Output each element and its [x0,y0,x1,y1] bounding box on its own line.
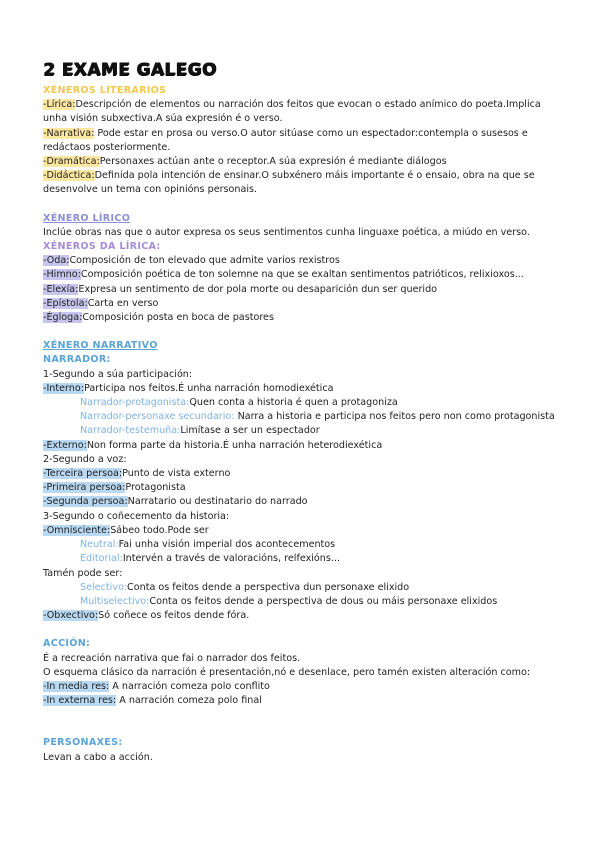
narrative-subitem [43,410,563,424]
narrative-item [43,481,563,495]
narrative-subitem [43,581,563,595]
narrative-item [43,382,563,396]
lyric-item [43,268,563,282]
definition-text: Composición poética de ton solemne na que se exaltan sentimentos patrióticos, relixioxos... [80,269,524,281]
term-label: -Himno: [43,269,81,281]
lyric-item [43,254,563,268]
term-label: Neutral: [80,539,119,551]
term-label: -Externo: [43,439,87,451]
narrative-item [43,467,563,481]
definition-text: Narratario ou destinatario do narrado [127,496,308,508]
term-label: Selectivo: [80,581,128,593]
action-line: O esquema clásico da narración é presentación,nó e desenlace, pero tamén existen alteración como: [43,666,531,678]
definition-text: Sábeo todo.Pode ser [110,524,209,536]
term-label: -Terceira persoa: [43,468,123,480]
narrator-heading: NARRADOR: [43,354,111,366]
literary-item [43,127,563,155]
action-item [43,694,563,708]
definition-text: Personaxes actúan ante o receptor.A súa expresión é mediante diálogos [99,156,447,168]
narrative-subitem [43,595,563,609]
term-label: Narrador-personaxe secundario: [80,411,235,423]
definition-text: Composición posta en boca de pastores [82,312,274,324]
participation-line: 1-Segundo a súa participación: [43,368,193,380]
narrative-subitem [43,396,563,410]
term-label: -Epístola: [43,297,88,309]
definition-text: Composición de ton elevado que admite varios rexistros [69,255,340,267]
term-label: -In media res: [43,680,110,692]
narrative-item [43,495,563,509]
lyric-item [43,283,563,297]
term-label: Narrador-testemuña: [80,425,181,437]
action-line: É a recreación narrativa que fai o narrador dos feitos. [43,652,301,664]
term-label: -Primeira persoa: [43,482,126,494]
definition-text: Non forma parte da historia.É unha narración heterodiexética [86,439,383,451]
narrative-item [43,524,563,538]
narrative-item [43,439,563,453]
definition-text: Descripción de elementos ou narración dos feitos que evocan o estado anímico do poeta.Implica unha visión subxectiva.A súa expresión é o verso. [43,99,541,125]
term-label: Narrador-protagonista: [80,397,190,409]
definition-text: Definida pola intención de ensinar.O subxénero máis importante é o ensaio, obra na que se desenvolve un tema con opinións personais. [43,170,535,196]
definition-text: Punto de vista externo [122,468,231,480]
characters-heading: PERSONAXES: [43,737,123,749]
term-label: -Segunda persoa: [43,496,128,508]
also-line: Tamén pode ser: [43,567,123,579]
characters-text: Levan a cabo a acción. [43,751,153,763]
definition-text: A narración comeza polo final [116,695,262,707]
literary-heading: XÉNEROS LITERARIOS [43,85,167,96]
action-heading: ACCIÓN: [43,638,91,650]
definition-text: Intervén a través de valoracións, relfexións... [122,553,341,565]
definition-text: Expresa un sentimento de dor pola morte ou desaparición dun ser querido [78,283,438,295]
lyric-item [43,311,563,325]
term-label: -Oda: [43,255,70,267]
knowledge-line: 3-Segundo o coñecemento da historia: [43,510,230,522]
narrative-subitem [43,538,563,552]
term-label: -In externa res: [43,695,117,707]
term-label: -Elexía: [43,283,79,295]
term-label: -Interno: [43,382,84,394]
definition-text: Quen conta a historia é quen a protagoniza [189,397,398,409]
term-label: -Narrativa: [43,127,95,139]
definition-text: Narra a historia e participa nos feitos pero non como protagonista [234,411,555,423]
term-label: -Lírica: [43,99,76,111]
definition-text: A narración comeza polo conflito [109,680,270,692]
document-content [43,59,563,765]
definition-text: Conta os feitos dende a perspectiva de dous ou máis personaxe elixidos [149,595,498,607]
literary-item [43,155,563,169]
literary-item [43,169,563,197]
definition-text: Carta en verso [87,297,159,309]
page-title: 2 EXAME GALEGO [43,60,217,80]
literary-item [43,98,563,126]
voice-line: 2-Segundo a voz: [43,453,127,465]
definition-text: Só coñece os feitos dende fóra. [98,610,250,622]
term-label: -Égloga: [43,312,83,324]
lyric-heading: XÉNERO LÍRICO [43,212,131,224]
term-label: -Didáctica: [43,170,95,182]
narrative-subitem [43,552,563,566]
definition-text: Fai unha visión imperial dos acontecementos [118,539,336,551]
lyric-item [43,297,563,311]
definition-text: Participa nos feitos.É unha narración homodiexética [84,382,334,394]
definition-text: Limítase a ser un espectador [180,425,320,437]
term-label: -Obxectivo: [43,610,99,622]
term-label: Editorial: [80,553,123,565]
lyric-subheading: XÉNEROS DA LÍRICA: [43,241,161,253]
definition-text: Pode estar en prosa ou verso.O autor sitúase como un espectador:contempla o susesos e redáctaos posteriormente. [43,127,528,153]
narrative-subitem [43,424,563,438]
term-label: -Omnisciente: [43,524,111,536]
lyric-intro: Inclúe obras nas que o autor expresa os seus sentimentos cunha linguaxe poética, a miúdo en verso. [43,226,530,238]
definition-text: Protagonista [125,482,186,494]
narrative-heading: XÉNERO NARRATIVO [43,340,158,352]
definition-text: Conta os feitos dende a perspectiva dun personaxe elixido [127,581,410,593]
term-label: Multiselectivo: [80,595,150,607]
action-item [43,680,563,694]
narrative-item [43,609,563,623]
term-label: -Dramática: [43,156,100,168]
